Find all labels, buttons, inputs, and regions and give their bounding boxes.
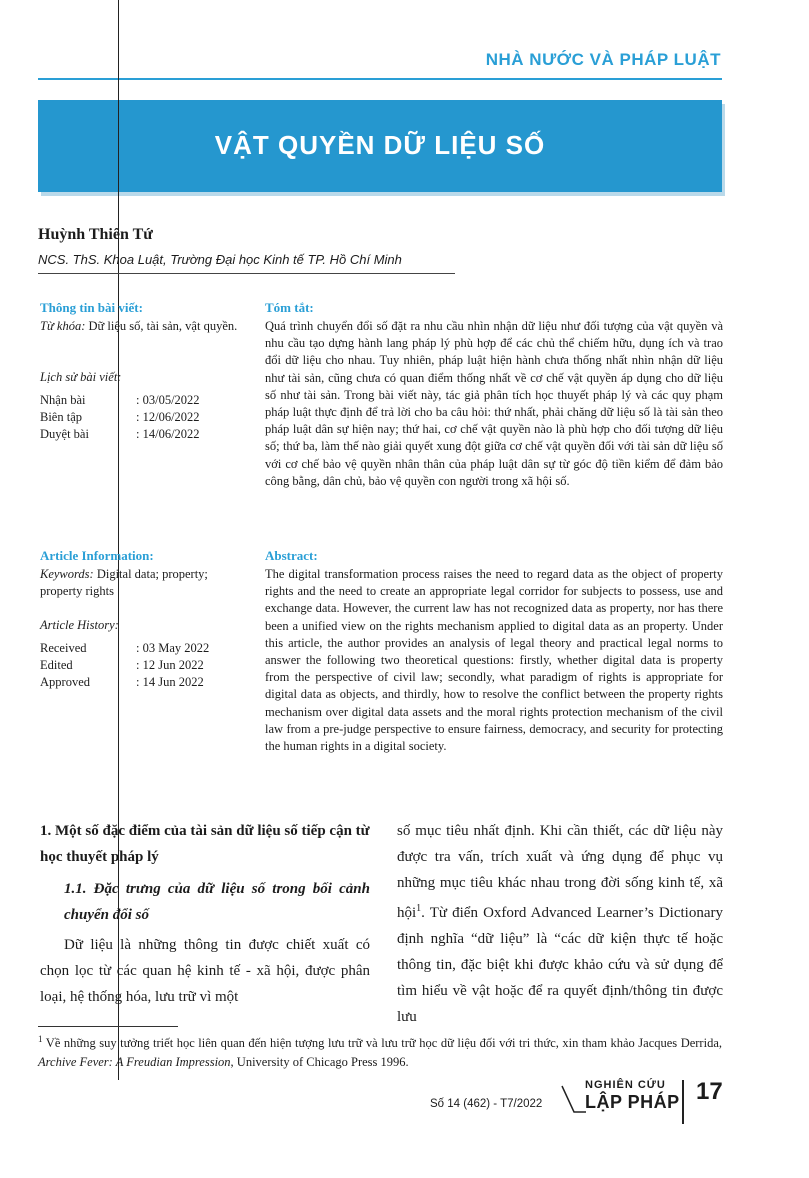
section-heading-1-1: 1.1. Đặc trưng của dữ liệu số trong bối cảnh chuyển đổi số: [64, 881, 370, 923]
footnote-text-end: , University of Chicago Press 1996.: [230, 1055, 409, 1070]
history-value: : 14 Jun 2022: [136, 675, 204, 689]
body-text-segment: . Từ điển Oxford Advanced Learner’s Dictionary định nghĩa “dữ liệu” là “các dữ kiện thực tế hoặc thông tin, đặc biệt khi được khảo cứu và sử dụng để tìm hiểu về vật hoặc để ra quyết định/thông tin được lưu: [397, 905, 723, 1025]
footnote-book-title: Archive Fever: A Freudian Impression: [38, 1055, 231, 1070]
vi-history-label: Lịch sử bài viết:: [40, 370, 122, 384]
footnote-number: 1: [38, 1034, 43, 1044]
history-key: Nhận bài: [40, 393, 86, 407]
page-number: 17: [696, 1078, 723, 1105]
en-history: [40, 640, 209, 691]
en-keywords: [40, 566, 245, 600]
section-rule: [38, 78, 722, 80]
history-key: Biên tập: [40, 410, 83, 424]
vi-info-heading: Thông tin bài viết:: [40, 300, 143, 315]
history-value: : 12 Jun 2022: [136, 658, 204, 672]
history-key: Approved: [40, 675, 90, 689]
journal-brand-bottom: LẬP PHÁP: [585, 1092, 680, 1112]
section-heading-1: 1. Một số đặc điểm của tài sản dữ liệu số tiếp cận từ học thuyết pháp lý: [40, 823, 370, 865]
footnote-rule: [38, 1026, 178, 1027]
history-value: : 14/06/2022: [136, 427, 200, 441]
body-paragraph-right: [397, 818, 723, 1030]
issue-info: Số 14 (462) - T7/2022: [430, 1098, 543, 1110]
history-key: Duyệt bài: [40, 427, 89, 441]
affiliation-rule: [38, 273, 455, 274]
vi-abstract-heading: Tóm tắt:: [265, 300, 314, 315]
footnote-reference[interactable]: 1: [416, 903, 422, 914]
author-affiliation: NCS. ThS. Khoa Luật, Trường Đại học Kinh tế TP. Hồ Chí Minh: [38, 252, 402, 267]
history-value: : 12/06/2022: [136, 410, 200, 424]
title-banner: [38, 100, 722, 192]
en-abstract-text: The digital transformation process raises the need to regard data as the object of property rights and the need to create an appropriate legal corridor for subjects to possess, use and exchange data. However, the current law has not recognized data as property, nor has there been a unified view on the rights mechanism applied to digital data as an property. Under this article, the author provides an analysis of legal theory and practical legal norms to answer the following two theoretical questions: firstly, whether digital data is property from the perspective of civil law; secondly, what paradigm of rights is appropriate for digital data as objects, and thirdly, how to resolve the conflict between the property rights mechanism over digital data assets and the moral rights protection mechanism of the civil law from a pre-judge perspective to ensure fairness, democracy, and security for protecting the human rights in a digital society.: [265, 567, 723, 754]
en-keywords-value: Digital data; property; property rights: [40, 567, 208, 598]
history-row: [40, 674, 209, 691]
en-info-heading: Article Information:: [40, 548, 154, 563]
journal-brand-top: NGHIÊN CỨU: [585, 1079, 666, 1091]
footer-divider: [682, 1080, 684, 1124]
history-row: [40, 426, 200, 443]
history-value: : 03/05/2022: [136, 393, 200, 407]
vi-abstract-text: Quá trình chuyển đổi số đặt ra nhu cầu nhìn nhận dữ liệu như đối tượng của vật quyền và nhu cầu tạo dựng hành lang pháp lý phù hợp để các chủ thể chiếm hữu, dụng ích và trao đổi dữ liệu cho nhau. Tuy nhiên, pháp luật hiện hành chưa thống nhất nhìn nhận dữ liệu như tài sản, cũng chưa có quan điểm thống nhất về cơ chế vật quyền áp dụng cho dữ liệu số như tài sản. Trong bài viết này, tác giả phân tích học thuyết pháp lý và các quy phạm pháp luật thực định để trả lời cho ba câu hỏi: thứ nhất, phải chăng dữ liệu số là tài sản theo pháp luật dân sự hiện nay; thứ hai, cơ chế vật quyền nào là phù hợp cho đối tượng dữ liệu số; thứ ba, làm thế nào giải quyết xung đột giữa cơ chế vật quyền đối với tài sản dữ liệu số với cơ chế bảo vệ quyền nhân thân của pháp luật dân sự từ góc độ tiền kiểm để đảm bảo công bằng, dân chủ, bảo vệ quyền con người trong xã hội số.: [265, 319, 723, 488]
history-row: [40, 657, 209, 674]
body-text-segment: số mục tiêu nhất định. Khi cần thiết, các dữ liệu này được tra vấn, trích xuất và ứng dụng để phục vụ những mục tiêu khác nhau trong đời sống kinh tế, xã hội: [397, 823, 723, 921]
section-label: NHÀ NƯỚC VÀ PHÁP LUẬT: [485, 50, 721, 69]
history-row: [40, 392, 200, 409]
author-name: Huỳnh Thiên Tứ: [38, 226, 153, 243]
footnote: [38, 1030, 722, 1072]
history-key: Edited: [40, 658, 73, 672]
vi-keywords-value: Dữ liệu số, tài sản, vật quyền.: [88, 319, 238, 333]
footer-slash-icon: [560, 1084, 588, 1114]
footnote-text: Về những suy tưởng triết học liên quan đến hiện tượng lưu trữ và lưu trữ học dữ liệu đối với tri thức, xin tham khảo Jacques Derrida,: [42, 1036, 722, 1051]
history-key: Received: [40, 641, 87, 655]
history-value: : 03 May 2022: [136, 641, 210, 655]
vi-history: [40, 392, 200, 443]
history-row: [40, 640, 209, 657]
vi-keywords: [40, 318, 245, 335]
history-row: [40, 409, 200, 426]
article-title: VẬT QUYỀN DỮ LIỆU SỐ: [214, 130, 546, 160]
en-abstract-heading: Abstract:: [265, 548, 318, 563]
en-history-label: Article History:: [40, 618, 119, 632]
en-keywords-label: Keywords:: [40, 567, 94, 581]
body-paragraph-left: Dữ liệu là những thông tin được chiết xuất có chọn lọc từ các quan hệ kinh tế - xã hội, được phân loại, hệ thống hóa, lưu trữ vì một: [40, 937, 370, 1005]
vi-keywords-label: Từ khóa:: [40, 319, 86, 333]
